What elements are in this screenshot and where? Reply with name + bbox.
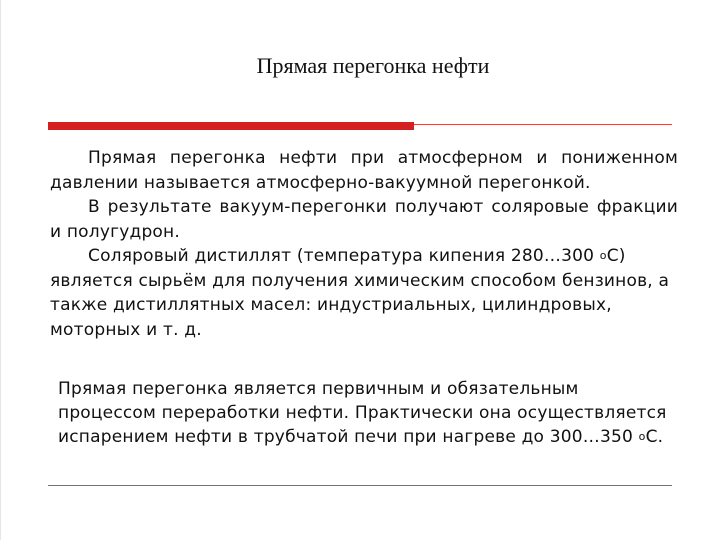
summary-text-end: С. — [645, 427, 664, 448]
slide-title: Прямая перегонка нефти — [256, 53, 490, 78]
body-paragraph-1: Прямая перегонка нефти при атмосферном и пониженном давлении называется атмосферно-вакуумной перегонкой. — [50, 148, 678, 193]
summary-text — [58, 377, 668, 450]
title-accent-bar — [48, 122, 414, 130]
body-text — [50, 146, 678, 342]
body-paragraph-2: В результате вакуум-перегонки получают соляровые фракции и полугудрон. — [50, 197, 678, 242]
body-paragraph-3 — [50, 244, 678, 342]
footer-divider-line — [48, 485, 672, 486]
body-paragraph-3-start: Соляровый дистиллят (температура кипения 280…300 — [88, 246, 600, 266]
slide-edge — [0, 0, 1, 540]
summary-text-start: Прямая перегонка является первичным и обязательным процессом переработки нефти. Практически она осуществляется испарением нефти в трубчатой печи при нагреве до 300…350 — [58, 379, 667, 448]
degree-symbol: о — [638, 430, 646, 444]
degree-symbol: о — [599, 249, 607, 262]
body-paragraph-3-end: С) является сырьём для получения химическим способом бензинов, а также дистиллятных масел: индустриальных, цилиндровых, моторных и т. д. — [50, 246, 670, 340]
